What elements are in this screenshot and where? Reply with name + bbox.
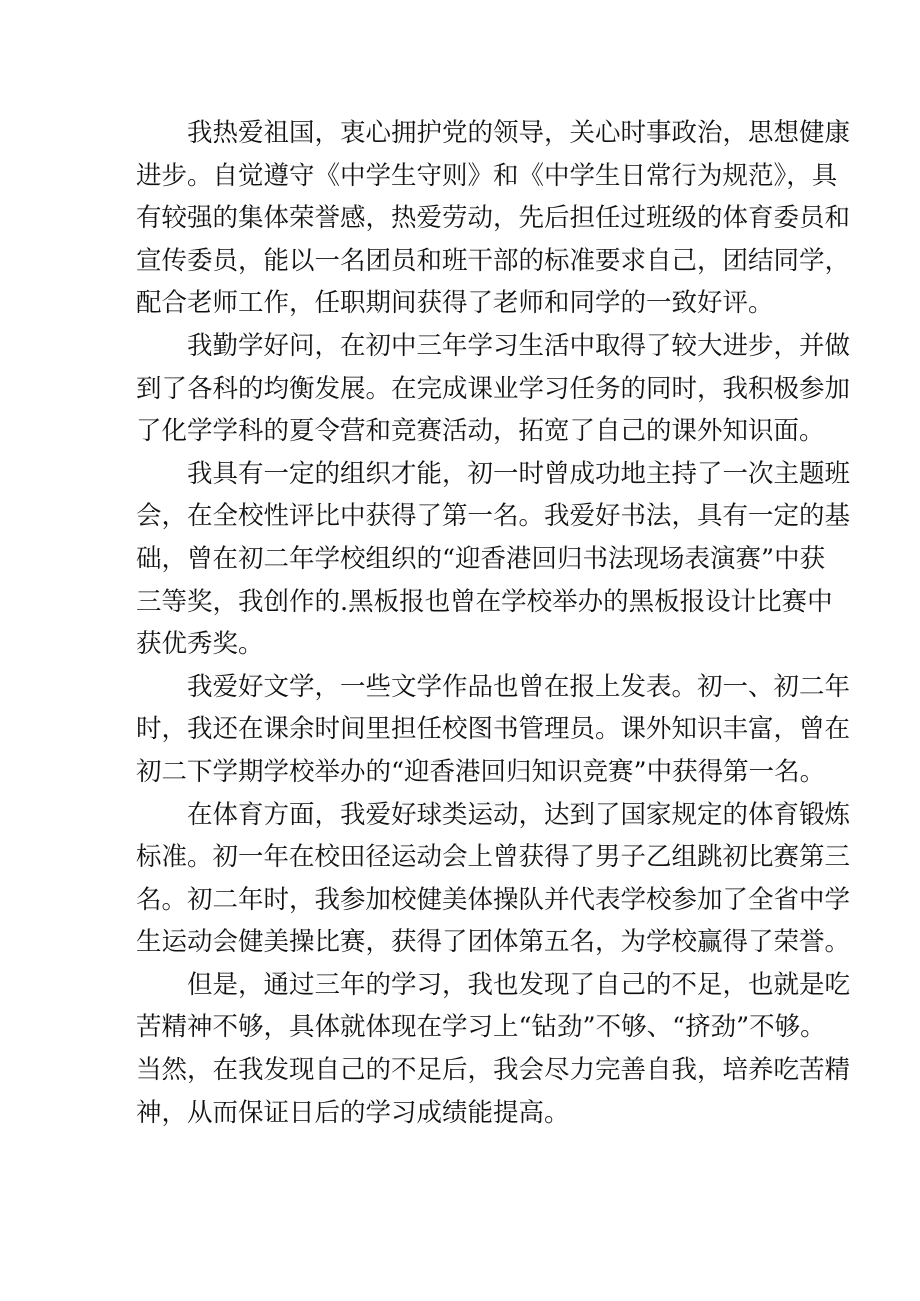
paragraph-line: 到了各科的均衡发展。在完成课业学习任务的同时，我积极参加 xyxy=(136,373,851,404)
paragraph-line: 我勤学好问，在初中三年学习生活中取得了较大进步，并做 xyxy=(187,330,851,361)
paragraph-line: 时，我还在课余时间里担任校图书管理员。课外知识丰富，曾在 xyxy=(136,714,851,745)
paragraph-2 xyxy=(136,325,851,453)
paragraph-line: 标准。初一年在校田径运动会上曾获得了男子乙组跳初比赛第三 xyxy=(136,842,851,873)
paragraph-1 xyxy=(136,112,851,325)
paragraph-line: 生运动会健美操比赛，获得了团体第五名，为学校赢得了荣誉。 xyxy=(136,927,851,958)
paragraph-line: 名。初二年时，我参加校健美体操队并代表学校参加了全省中学 xyxy=(136,884,851,915)
paragraph-4 xyxy=(136,666,851,794)
paragraph-line: 初二下学期学校举办的“迎香港回归知识竞赛”中获得第一名。 xyxy=(136,756,826,787)
paragraph-line: 我爱好文学，一些文学作品也曾在报上发表。初一、初二年 xyxy=(187,671,851,702)
paragraph-line: 苦精神不够，具体就体现在学习上“钻劲”不够、“挤劲”不够。 xyxy=(136,1012,826,1043)
paragraph-line: 当然，在我发现自己的不足后，我会尽力完善自我，培养吃苦精 xyxy=(136,1055,851,1086)
paragraph-line: 我热爱祖国，衷心拥护党的领导，关心时事政治，思想健康 xyxy=(187,118,851,148)
paragraph-6 xyxy=(136,964,851,1134)
paragraph-line: 础，曾在初二年学校组织的“迎香港回归书法现场表演赛”中获 xyxy=(136,543,826,574)
document-body xyxy=(136,112,851,1134)
paragraph-line: 在体育方面，我爱好球类运动，达到了国家规定的体育锻炼 xyxy=(187,799,851,830)
paragraph-line: 我具有一定的组织才能，初一时曾成功地主持了一次主题班 xyxy=(187,458,851,489)
paragraph-line: 但是，通过三年的学习，我也发现了自己的不足，也就是吃 xyxy=(187,969,851,1000)
paragraph-5 xyxy=(136,794,851,964)
paragraph-line: 宣传委员，能以一名团员和班干部的标准要求自己，团结同学， xyxy=(136,245,851,276)
paragraph-3 xyxy=(136,453,851,666)
paragraph-line: 有较强的集体荣誉感，热爱劳动，先后担任过班级的体育委员和 xyxy=(136,203,851,234)
paragraph-line: 获优秀奖。 xyxy=(136,629,264,660)
paragraph-line: 了化学学科的夏令营和竞赛活动，拓宽了自己的课外知识面。 xyxy=(136,416,825,447)
paragraph-line: 配合老师工作，任职期间获得了老师和同学的一致好评。 xyxy=(136,288,774,319)
paragraph-line: 三等奖，我创作的.黑板报也曾在学校举办的黑板报设计比赛中 xyxy=(136,586,833,617)
paragraph-line: 进步。自觉遵守《中学生守则》和《中学生日常行为规范》，具 xyxy=(136,160,838,191)
paragraph-line: 会，在全校性评比中获得了第一名。我爱好书法，具有一定的基 xyxy=(136,501,851,532)
paragraph-line: 神，从而保证日后的学习成绩能提高。 xyxy=(136,1097,570,1128)
